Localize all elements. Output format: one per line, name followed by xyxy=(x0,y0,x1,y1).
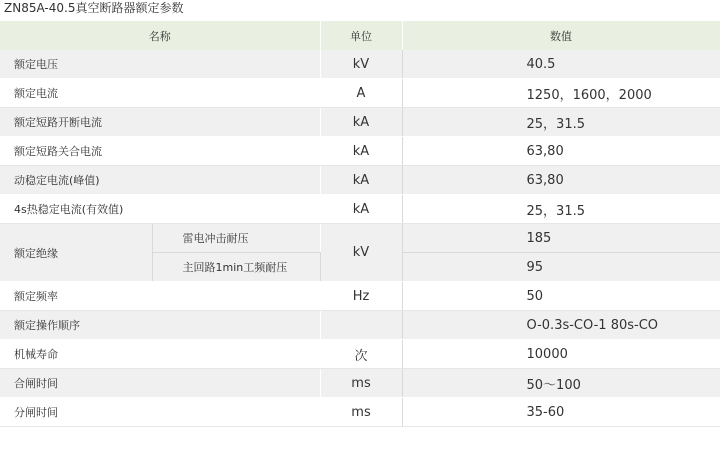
param-value: 25，31.5 xyxy=(402,108,720,137)
table-title: ZN85A-40.5真空断路器额定参数 xyxy=(4,1,184,15)
param-unit: kA xyxy=(320,195,402,224)
param-unit: kA xyxy=(320,166,402,195)
param-name: 额定短路关合电流 xyxy=(0,137,320,166)
param-value: 185 xyxy=(402,224,720,253)
table-row xyxy=(0,137,720,166)
param-value: 63,80 xyxy=(402,166,720,195)
table-row xyxy=(0,79,720,108)
param-value: O-0.3s-CO-1 80s-CO xyxy=(402,311,720,340)
param-value: 25，31.5 xyxy=(402,195,720,224)
param-unit xyxy=(320,311,402,340)
table-row xyxy=(0,282,720,311)
table-row xyxy=(0,195,720,224)
param-name: 合闸时间 xyxy=(0,369,320,398)
table-row xyxy=(0,369,720,398)
param-name: 额定频率 xyxy=(0,282,320,311)
header-unit: 单位 xyxy=(320,21,402,50)
param-unit: A xyxy=(320,79,402,108)
param-unit: ms xyxy=(320,369,402,398)
param-value: 1250，1600，2000 xyxy=(402,79,720,108)
parameters-table xyxy=(0,21,720,427)
param-name: 4s热稳定电流(有效值) xyxy=(0,195,320,224)
param-value: 95 xyxy=(402,253,720,282)
param-name: 机械寿命 xyxy=(0,340,320,369)
table-row xyxy=(0,340,720,369)
param-unit: kV xyxy=(320,224,402,282)
param-value: 35-60 xyxy=(402,398,720,427)
param-unit: kA xyxy=(320,108,402,137)
param-unit: 次 xyxy=(320,340,402,369)
param-subname: 主回路1min工频耐压 xyxy=(152,253,320,282)
param-name: 额定绝缘 xyxy=(0,224,152,282)
param-subname: 雷电冲击耐压 xyxy=(152,224,320,253)
param-name: 额定电压 xyxy=(0,50,320,79)
param-name: 额定电流 xyxy=(0,79,320,108)
table-row xyxy=(0,311,720,340)
table-row xyxy=(0,166,720,195)
header-value: 数值 xyxy=(402,21,720,50)
table-row xyxy=(0,108,720,137)
header-name: 名称 xyxy=(0,21,320,50)
param-unit: kV xyxy=(320,50,402,79)
param-name: 分闸时间 xyxy=(0,398,320,427)
table-row xyxy=(0,50,720,79)
table-header-row xyxy=(0,21,720,50)
param-unit: kA xyxy=(320,137,402,166)
param-value: 50 xyxy=(402,282,720,311)
param-value: 10000 xyxy=(402,340,720,369)
param-value: 50～100 xyxy=(402,369,720,398)
table-row xyxy=(0,398,720,427)
param-name: 额定短路开断电流 xyxy=(0,108,320,137)
table-row-insulation xyxy=(0,224,720,253)
param-unit: Hz xyxy=(320,282,402,311)
param-value: 40.5 xyxy=(402,50,720,79)
param-unit: ms xyxy=(320,398,402,427)
param-name: 额定操作顺序 xyxy=(0,311,320,340)
param-name: 动稳定电流(峰值) xyxy=(0,166,320,195)
param-value: 63,80 xyxy=(402,137,720,166)
